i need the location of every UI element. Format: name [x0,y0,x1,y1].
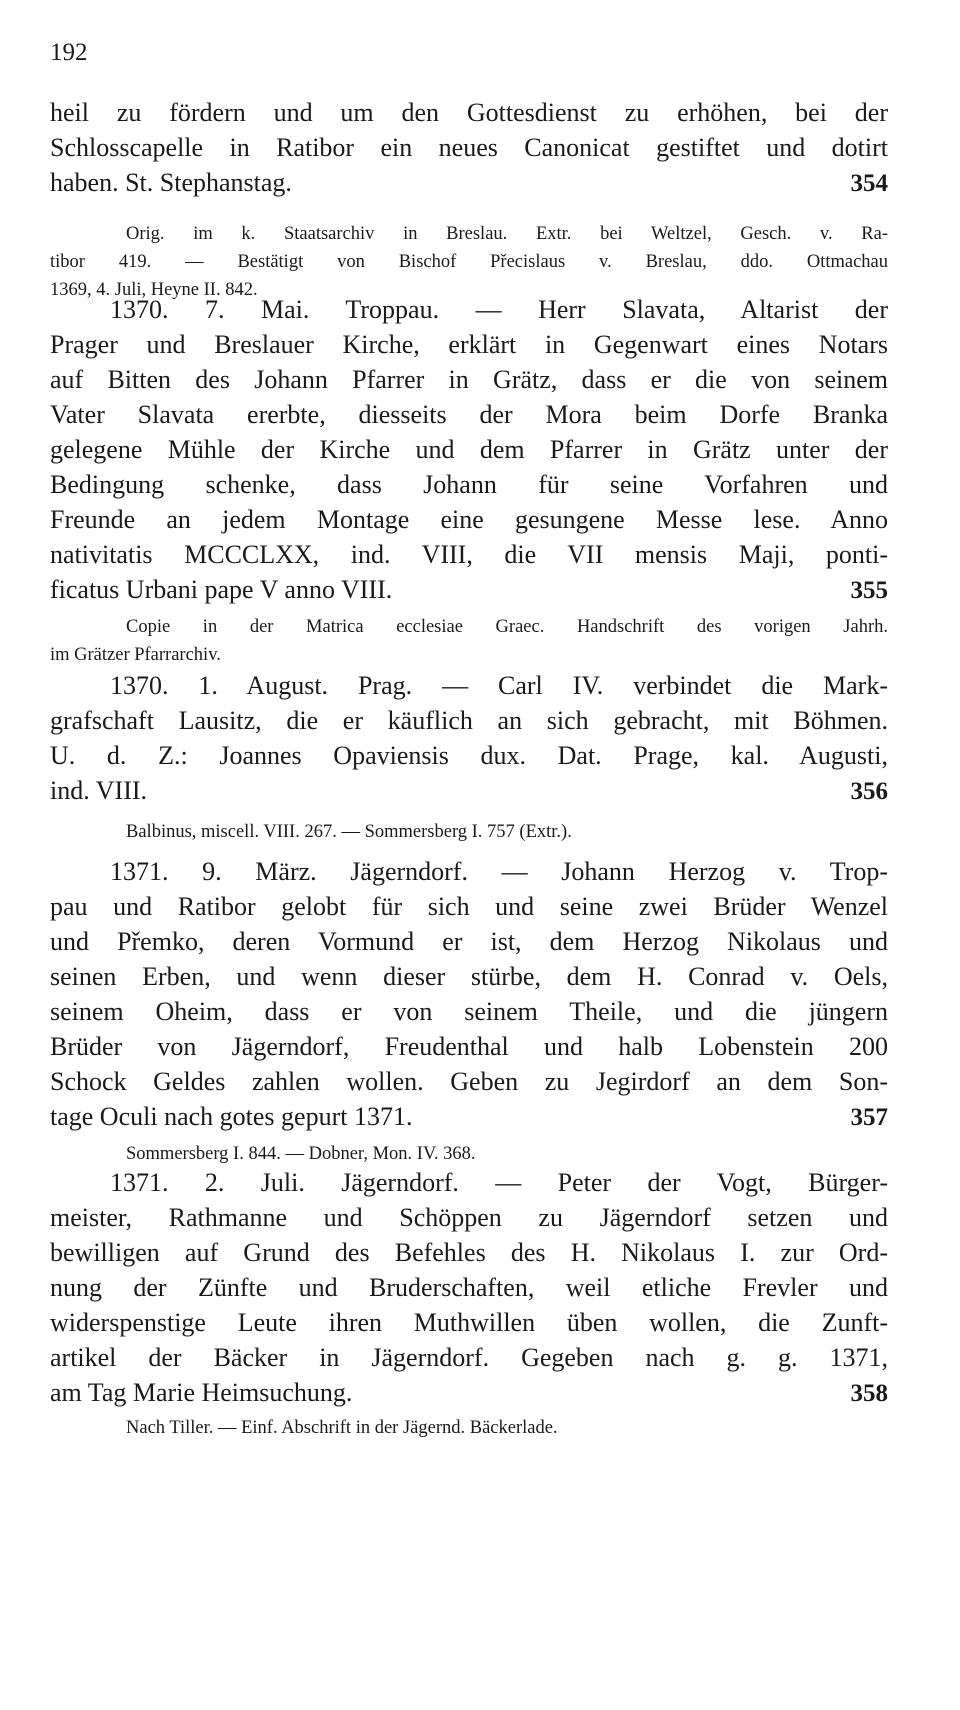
source-note: tibor 419. — Bestätigt von Bischof Přecislaus v. Breslau, ddo. Ottmachau [50,252,888,272]
entry-355 [50,292,888,669]
text-line: gelegene Mühle der Kirche und dem Pfarrer in Grätz unter der [50,435,888,464]
regest-number: 358 [850,1380,888,1407]
text-line: Bedingung schenke, dass Johann für seine Vorfahren und [50,470,888,499]
text-line: grafschaft Lausitz, die er käuflich an sich gebracht, mit Böhmen. [50,706,888,735]
last-line-row [50,572,888,607]
text-line: ficatus Urbani pape V anno VIII. [50,575,393,604]
text-line: 1370. 1. August. Prag. — Carl IV. verbindet die Mark- [110,671,888,700]
text-line: Vater Slavata ererbte, diesseits der Mora beim Dorfe Branka [50,400,888,429]
last-line-row [50,1099,888,1134]
text-line: Schlosscapelle in Ratibor ein neues Canonicat gestiftet und dotirt [50,133,888,162]
regest-number: 357 [850,1104,888,1131]
text-line: widerspenstige Leute ihren Muthwillen üben wollen, die Zunft- [50,1308,888,1337]
text-line: U. d. Z.: Joannes Opaviensis dux. Dat. Prage, kal. Augusti, [50,741,888,770]
last-line-row [50,1375,888,1410]
source-note: 1369, 4. Juli, Heyne II. 842. [50,280,258,300]
text-line: Brüder von Jägerndorf, Freudenthal und halb Lobenstein 200 [50,1032,888,1061]
regest-number: 356 [850,778,888,805]
text-line: artikel der Bäcker in Jägerndorf. Gegeben nach g. g. 1371, [50,1343,888,1372]
text-line: meister, Rathmanne und Schöppen zu Jägerndorf setzen und [50,1203,888,1232]
text-line: haben. St. Stephanstag. [50,168,292,197]
source-note: Sommersberg I. 844. — Dobner, Mon. IV. 368. [126,1144,476,1164]
text-line: tage Oculi nach gotes gepurt 1371. [50,1102,413,1131]
last-line-row [50,773,888,808]
text-line: am Tag Marie Heimsuchung. [50,1378,353,1407]
text-line: seinen Erben, und wenn dieser stürbe, dem H. Conrad v. Oels, [50,962,888,991]
page-number: 192 [50,39,88,66]
text-line: Prager und Breslauer Kirche, erklärt in Gegenwart eines Notars [50,330,888,359]
source-note: Nach Tiller. — Einf. Abschrift in der Jägernd. Bäckerlade. [126,1418,558,1438]
text-line: ind. VIII. [50,776,148,805]
text-line: Schock Geldes zahlen wollen. Geben zu Jegirdorf an dem Son- [50,1067,888,1096]
source-note: Balbinus, miscell. VIII. 267. — Sommersberg I. 757 (Extr.). [126,822,572,842]
text-line: 1371. 2. Juli. Jägerndorf. — Peter der Vogt, Bürger- [110,1168,888,1197]
source-note: Orig. im k. Staatsarchiv in Breslau. Extr. bei Weltzel, Gesch. v. Ra- [126,224,888,244]
text-line: Freunde an jedem Montage eine gesungene Messe lese. Anno [50,505,888,534]
source-note: Copie in der Matrica ecclesiae Graec. Handschrift des vorigen Jahrh. [126,617,888,637]
regest-number: 354 [850,170,888,197]
entry-354 [50,95,888,304]
source-note: im Grätzer Pfarrarchiv. [50,645,221,665]
text-line: auf Bitten des Johann Pfarrer in Grätz, dass er die von seinem [50,365,888,394]
last-line-row [50,165,888,200]
entry-358 [50,1165,888,1442]
entry-357 [50,854,888,1168]
text-line: und Přemko, deren Vormund er ist, dem Herzog Nikolaus und [50,927,888,956]
entry-356 [50,668,888,846]
text-line: bewilligen auf Grund des Befehles des H. Nikolaus I. zur Ord- [50,1238,888,1267]
text-line: nativitatis MCCCLXX, ind. VIII, die VII mensis Maji, ponti- [50,540,888,569]
regest-number: 355 [850,577,888,604]
text-line: heil zu fördern und um den Gottesdienst zu erhöhen, bei der [50,98,888,127]
text-line: 1371. 9. März. Jägerndorf. — Johann Herzog v. Trop- [110,857,888,886]
text-line: 1370. 7. Mai. Troppau. — Herr Slavata, Altarist der [110,295,888,324]
text-line: nung der Zünfte und Bruderschaften, weil etliche Frevler und [50,1273,888,1302]
text-line: pau und Ratibor gelobt für sich und seine zwei Brüder Wenzel [50,892,888,921]
text-line: seinem Oheim, dass er von seinem Theile, und die jüngern [50,997,888,1026]
